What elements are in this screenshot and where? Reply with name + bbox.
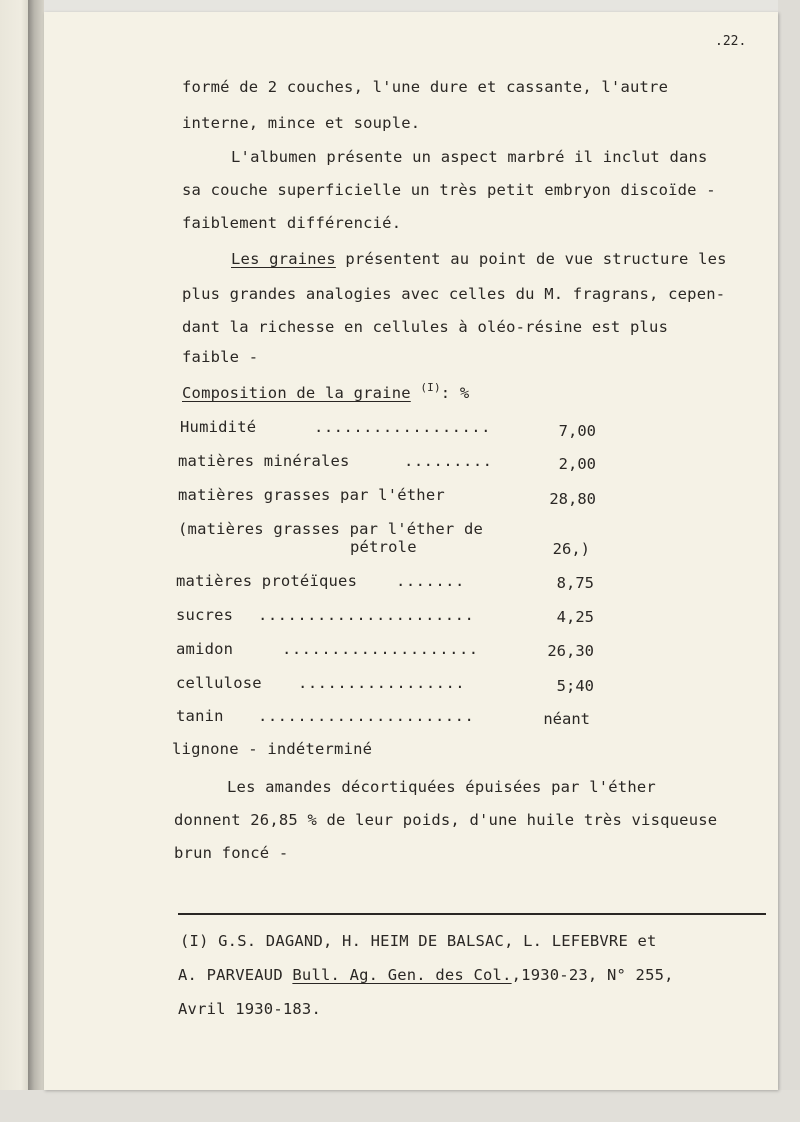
composition-label: (matières grasses par l'éther de	[178, 520, 484, 538]
composition-label: cellulose	[176, 674, 262, 692]
composition-value: 8,75	[556, 574, 594, 592]
composition-label: amidon	[176, 640, 234, 658]
paragraph-line: brun foncé -	[174, 844, 289, 862]
composition-value: 5;40	[556, 677, 594, 695]
dot-leader: ....................	[282, 640, 479, 658]
dot-leader: ......................	[258, 707, 475, 725]
dot-leader: .................	[298, 674, 466, 692]
paragraph-line: formé de 2 couches, l'une dure et cassante, l'autre	[182, 78, 669, 96]
paragraph-line: faiblement différencié.	[182, 214, 402, 232]
book-gutter	[28, 0, 44, 1122]
composition-value: 7,00	[558, 422, 596, 440]
composition-label: matières grasses par l'éther	[178, 486, 445, 504]
footnote-ref: (I)	[420, 381, 441, 394]
paragraph-text: présentent au point de vue structure les	[335, 250, 727, 268]
composition-value: 2,00	[558, 455, 596, 473]
footnote-line: (I) G.S. DAGAND, H. HEIM DE BALSAC, L. LEFEBVRE et	[180, 932, 657, 950]
composition-label: Humidité	[180, 418, 257, 436]
paragraph-line: dant la richesse en cellules à oléo-résine est plus	[182, 318, 669, 336]
dot-leader: ..................	[314, 418, 491, 436]
dot-leader: .......	[396, 572, 465, 590]
footnote-line	[178, 966, 674, 984]
footnote-journal: Bull. Ag. Gen. des Col.	[292, 966, 512, 984]
paragraph-line: Les amandes décortiquées épuisées par l'éther	[227, 778, 656, 796]
paragraph-line: L'albumen présente un aspect marbré il inclut dans	[231, 148, 708, 166]
paragraph-line: faible -	[182, 348, 259, 366]
paragraph-line: interne, mince et souple.	[182, 114, 421, 132]
paragraph-line: sa couche superficielle un très petit embryon discoïde -	[182, 181, 716, 199]
composition-suffix: : %	[440, 384, 470, 402]
previous-page-edge	[0, 0, 30, 1122]
composition-label: matières minérales	[178, 452, 350, 470]
composition-heading-line	[182, 381, 470, 402]
paragraph-line	[231, 250, 727, 268]
composition-value: néant	[543, 710, 590, 728]
scan-background-right	[778, 0, 800, 1122]
composition-value: 26,)	[552, 540, 590, 558]
paragraph-line: plus grandes analogies avec celles du M. fragrans, cepen-	[182, 285, 726, 303]
footnote-citation: ,1930-23, N° 255,	[511, 966, 674, 984]
dot-leader: .........	[404, 452, 493, 470]
composition-label: sucres	[176, 606, 234, 624]
lignone-line: lignone - indéterminé	[172, 740, 373, 758]
composition-value: 28,80	[549, 490, 596, 508]
footnote-line: Avril 1930-183.	[178, 1000, 321, 1018]
section-heading-graines: Les graines	[231, 250, 336, 268]
composition-label: tanin	[176, 707, 224, 725]
composition-value: 26,30	[547, 642, 594, 660]
composition-heading: Composition de la graine	[182, 384, 411, 402]
composition-value: 4,25	[556, 608, 594, 626]
paragraph-line: donnent 26,85 % de leur poids, d'une huile très visqueuse	[174, 811, 718, 829]
footnote-divider	[178, 913, 766, 915]
composition-label: matières protéïques	[176, 572, 358, 590]
dot-leader: ......................	[258, 606, 475, 624]
footnote-authors: A. PARVEAUD	[178, 966, 293, 984]
page-number: .22.	[715, 34, 747, 49]
composition-label: pétrole	[350, 538, 417, 556]
scan-background-bottom	[0, 1090, 800, 1122]
